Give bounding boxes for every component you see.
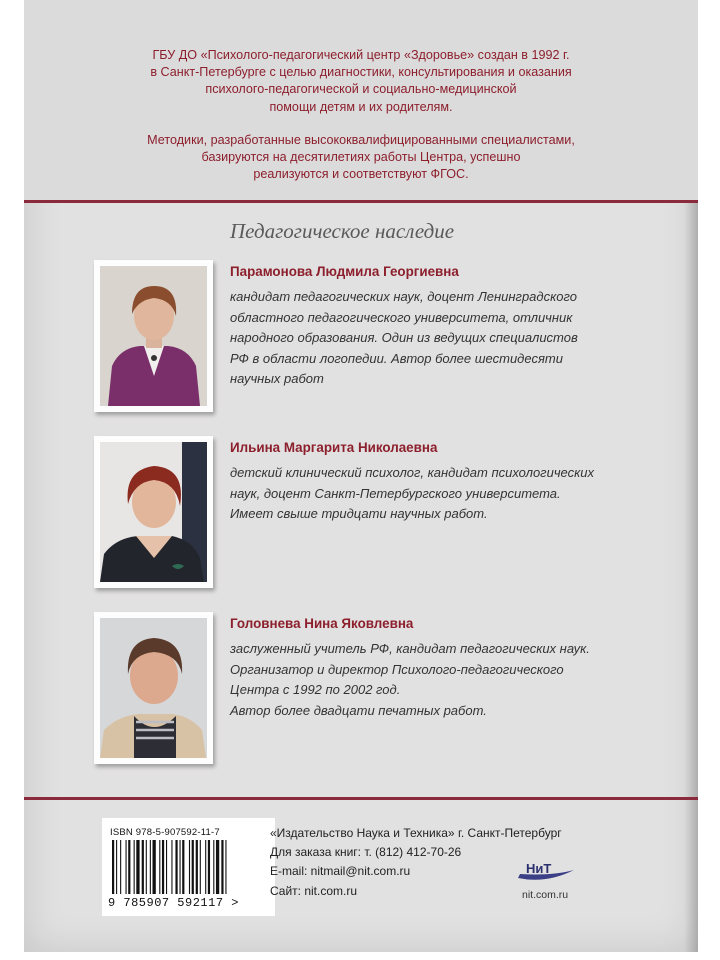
divider-bottom [24, 797, 698, 800]
intro-block [24, 0, 698, 200]
author-photo-golovneva [94, 612, 213, 764]
site-small: nit.com.ru [522, 889, 569, 901]
intro-paragraph-2: Методики, разработанные высококвалифицированными специалистами, базируются на десятилетиях работы Центра, успешно реализуются и соответствуют ФГОС. [147, 133, 575, 182]
author-bio: заслуженный учитель РФ, кандидат педагогических наук. Организатор и директор Психолого-педагогического Центра с 1992 по 2002 год. Автор более двадцати печатных работ. [230, 641, 590, 718]
logo-text: НиТ [526, 861, 552, 876]
book-back-cover [24, 0, 698, 952]
portrait-image [100, 618, 207, 758]
divider-top [24, 200, 698, 203]
author-photo-ilyina [94, 436, 213, 588]
isbn-label: ISBN 978-5-907592-11-7 [110, 827, 220, 838]
publisher-logo-icon [516, 858, 576, 882]
order-phone: Для заказа книг: т. (812) 412-70-26 [270, 845, 462, 860]
barcode-digits: 9 785907 592117 > [108, 896, 239, 910]
barcode-icon [110, 840, 270, 894]
publisher-name: «Издательство Наука и Техника» г. Санкт-Петербург [270, 826, 562, 840]
author-name: Головнева Нина Яковлевна [230, 616, 414, 631]
section-title: Педагогическое наследие [230, 219, 455, 243]
author-bio: детский клинический психолог, кандидат психологических наук, доцент Санкт-Петербургского университета. Имеет свыше тридцати научных работ. [230, 465, 595, 521]
author-photo-paramonova [94, 260, 213, 412]
portrait-image [100, 442, 207, 582]
intro-paragraph-1: ГБУ ДО «Психолого-педагогический центр «Здоровье» создан в 1992 г. в Санкт-Петербурге с целью диагностики, консультирования и оказания психолого-педагогической и социально-медицинской помощи детям и их родителям. [150, 48, 572, 114]
author-name: Ильина Маргарита Николаевна [230, 440, 438, 455]
author-name: Парамонова Людмила Георгиевна [230, 264, 459, 279]
portrait-image [100, 266, 207, 406]
isbn-barcode-box [102, 818, 275, 916]
author-bio: кандидат педагогических наук, доцент Ленинградского областного педагогического университета, отличник народного образования. Один из ведущих специалистов РФ в области логопедии. Автор более шестидесяти научных работ [230, 289, 578, 386]
publisher-email: E-mail: nitmail@nit.com.ru [270, 864, 411, 879]
publisher-site: Сайт: nit.com.ru [270, 883, 358, 898]
